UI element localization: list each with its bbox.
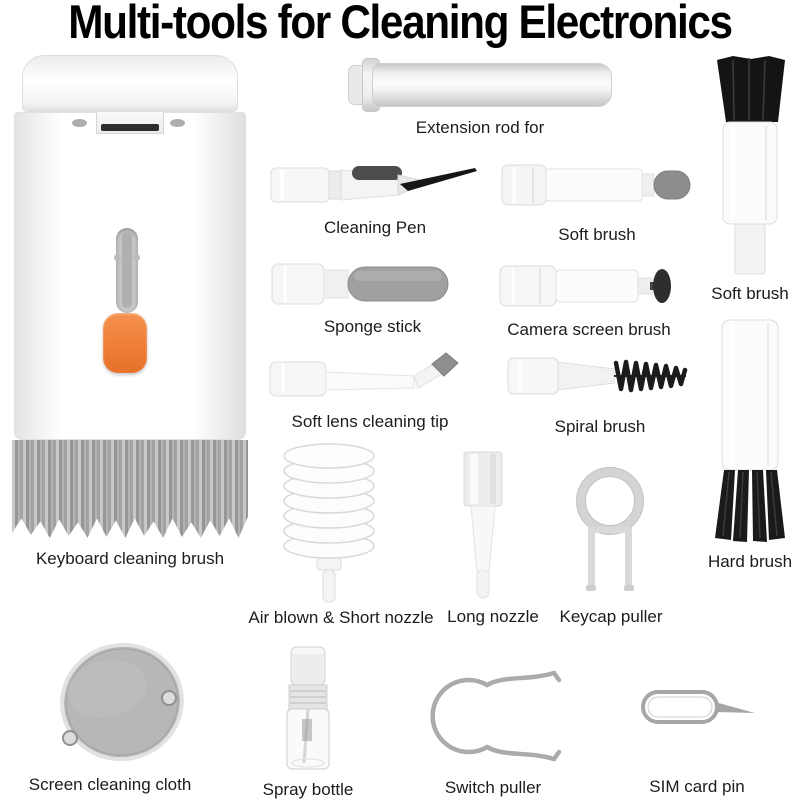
screen-cleaning-cloth — [30, 638, 190, 795]
slider-nub-left — [114, 254, 121, 261]
hard-brush-icon — [707, 318, 793, 546]
spray-bottle-label: Spray bottle — [262, 780, 354, 799]
sponge-stick-image — [270, 260, 475, 310]
spray-bottle — [258, 645, 358, 800]
sim-pin-icon — [627, 650, 767, 773]
long-nozzle-icon — [448, 450, 538, 603]
extension-rod — [346, 58, 614, 138]
cleaning-pen-icon — [270, 158, 480, 213]
soft-brush-vertical-icon — [703, 56, 797, 278]
long-nozzle-label: Long nozzle — [447, 607, 539, 626]
canister-lid — [22, 55, 238, 112]
soft-brush-vertical-image — [703, 56, 797, 278]
keyboard-cleaning-brush — [8, 55, 252, 569]
slider-nub-right — [133, 254, 140, 261]
air-blower-icon — [281, 442, 401, 604]
soft-lens-tip-label: Soft lens cleaning tip — [291, 412, 449, 431]
sponge-stick-icon — [270, 260, 475, 310]
long-nozzle — [448, 450, 538, 627]
screen-cloth-label: Screen cleaning cloth — [28, 775, 192, 794]
cleaning-pen-image — [270, 158, 480, 213]
orange-slider-button — [103, 313, 147, 373]
extension-rod-image — [346, 58, 614, 114]
air-blower — [248, 442, 434, 628]
soft-brush-vertical-label: Soft brush — [711, 284, 789, 303]
keycap-puller-icon — [566, 465, 656, 603]
rod-tube — [372, 63, 612, 107]
sponge-stick — [270, 260, 475, 337]
spray-bottle-icon — [258, 645, 358, 775]
screw-right — [170, 119, 185, 127]
camera-screen-brush-label: Camera screen brush — [507, 320, 671, 339]
sim-card-pin-image — [627, 650, 767, 773]
spiral-brush-image — [506, 350, 694, 412]
screw-left — [72, 119, 87, 127]
screen-cloth-icon — [30, 638, 190, 771]
keycap-puller-image — [566, 465, 656, 603]
keyboard-brush-label: Keyboard cleaning brush — [35, 549, 225, 568]
sim-card-pin — [627, 650, 767, 797]
slider-rod — [122, 232, 132, 308]
soft-brush-horizontal — [500, 158, 694, 245]
slider-track — [116, 228, 138, 313]
long-nozzle-image — [448, 450, 538, 603]
keyboard-cleaning-brush-image — [8, 55, 252, 543]
camera-screen-brush-icon — [498, 260, 680, 314]
camera-screen-brush-image — [498, 260, 680, 314]
hard-brush-label: Hard brush — [707, 552, 793, 571]
air-blower-label: Air blown & Short nozzle — [248, 608, 434, 627]
camera-screen-brush — [498, 260, 680, 340]
switch-puller-label: Switch puller — [444, 778, 542, 797]
gray-bristles — [12, 440, 248, 538]
sim-pin-label: SIM card pin — [649, 777, 745, 796]
sponge-stick-label: Sponge stick — [323, 317, 422, 336]
soft-brush-horizontal-image — [500, 158, 694, 218]
cleaning-pen-label: Cleaning Pen — [323, 218, 427, 237]
air-blower-image — [281, 442, 401, 604]
switch-puller-icon — [423, 655, 563, 774]
cleaning-pen — [270, 158, 480, 238]
soft-brush-vertical — [703, 56, 797, 304]
soft-brush-horizontal-icon — [500, 158, 694, 218]
spiral-brush — [506, 350, 694, 437]
switch-puller — [423, 655, 563, 798]
soft-lens-cleaning-tip-image — [268, 350, 472, 408]
hard-brush — [707, 318, 793, 572]
soft-lens-tip-icon — [268, 350, 472, 408]
spray-bottle-image — [258, 645, 358, 775]
extension-rod-label: Extension rod for — [415, 118, 545, 137]
screen-cleaning-cloth-image — [30, 638, 190, 771]
lid-notch-slot — [101, 124, 159, 131]
hard-brush-image — [707, 318, 793, 546]
page-title: Multi-tools for Cleaning Electronics — [68, 0, 732, 48]
keycap-puller-label: Keycap puller — [559, 607, 663, 626]
lid-notch — [96, 112, 164, 134]
spiral-brush-icon — [506, 350, 694, 412]
spiral-brush-label: Spiral brush — [554, 417, 646, 436]
keycap-puller — [559, 465, 663, 627]
switch-puller-image — [423, 655, 563, 774]
soft-brush-horizontal-label: Soft brush — [558, 225, 636, 244]
soft-lens-cleaning-tip — [268, 350, 472, 432]
